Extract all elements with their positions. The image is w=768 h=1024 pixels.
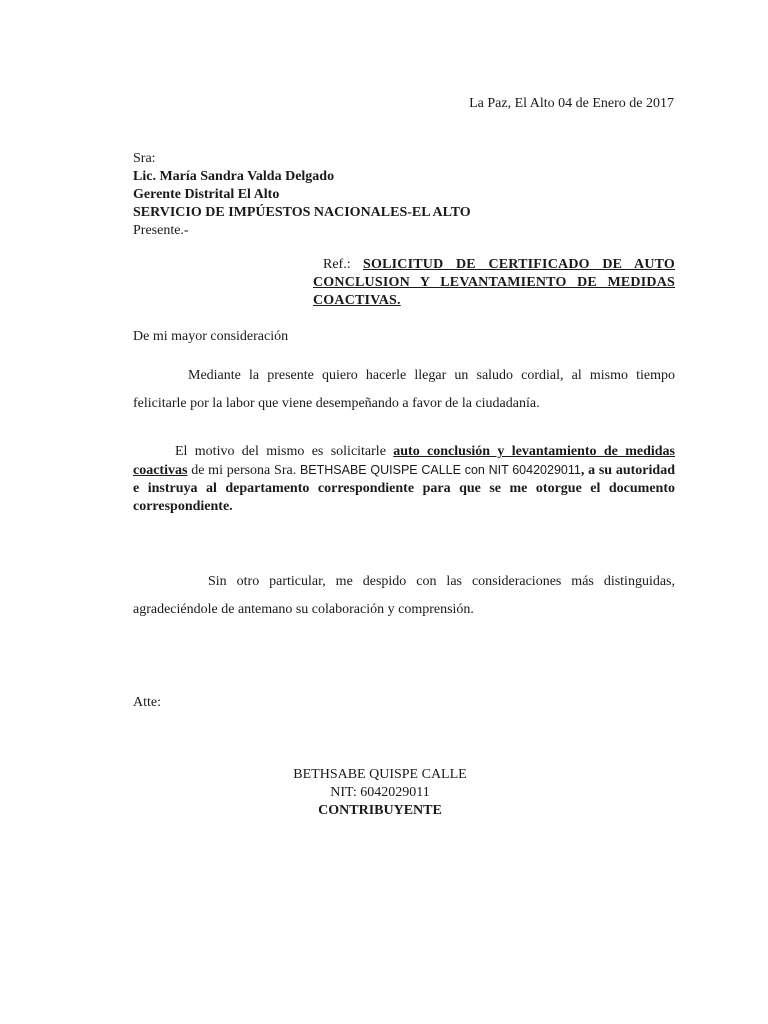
greeting: De mi mayor consideración	[133, 329, 289, 344]
signature-name: BETHSABE QUISPE CALLE	[293, 767, 467, 782]
reference-prefix: Ref.:	[323, 257, 351, 272]
reference-subject: SOLICITUD DE CERTIFICADO DE AUTO CONCLUSION Y LEVANTAMIENTO DE MEDIDAS COACTIVAS.	[313, 257, 675, 308]
request-highlight: auto conclusión y levantamiento de medidas coactivas	[133, 444, 675, 478]
presente-line: Presente.-	[133, 223, 189, 238]
recipient-organization: SERVICIO DE IMPÚESTOS NACIONALES-EL ALTO	[133, 205, 471, 220]
recipient-block	[133, 150, 471, 240]
paragraph-intro: Mediante la presente quiero hacerle llegar un saludo cordial, al mismo tiempo felicitarle por la labor que viene desempeñando a favor de la ciudadanía.	[133, 368, 675, 411]
request-middle: de mi persona Sra.	[187, 463, 300, 478]
paragraph-farewell: Sin otro particular, me despido con las consideraciones más distinguidas, agradeciéndole de antemano su colaboración y comprensión.	[133, 574, 675, 617]
date-line: La Paz, El Alto 04 de Enero de 2017	[469, 96, 674, 111]
request-intro: El motivo del mismo es solicitarle	[175, 444, 394, 459]
signature-title: CONTRIBUYENTE	[318, 803, 442, 818]
paragraph-request	[133, 443, 675, 516]
request-closing: , a su autoridad e instruya al departamento correspondiente para que se me otorgue el documento correspondiente.	[133, 463, 675, 514]
signature-nit: NIT: 6042029011	[330, 785, 430, 800]
request-person: BETHSABE QUISPE CALLE con NIT 6042029011	[299, 463, 581, 477]
salutation: Sra:	[133, 151, 156, 166]
signature-block	[240, 766, 520, 820]
reference-block	[313, 256, 675, 310]
closing-atte: Atte:	[133, 695, 161, 710]
recipient-name: Lic. María Sandra Valda Delgado	[133, 169, 335, 184]
recipient-role: Gerente Distrital El Alto	[133, 187, 280, 202]
